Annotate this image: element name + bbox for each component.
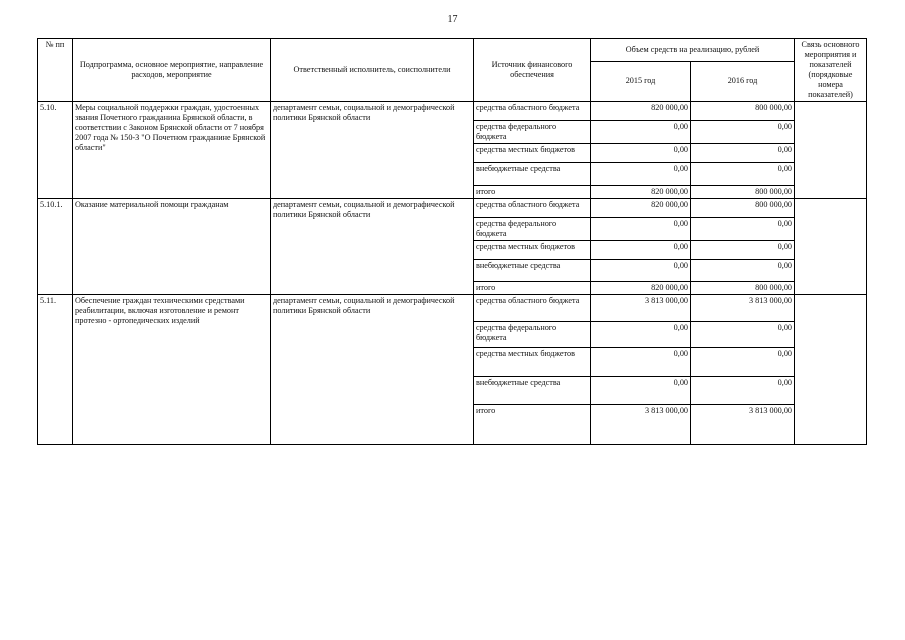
value-2015: 0,00 [591, 377, 691, 405]
table-row [38, 199, 867, 218]
value-2016: 3 813 000,00 [691, 295, 795, 322]
budget-table [37, 38, 867, 445]
value-2016: 800 000,00 [691, 102, 795, 121]
source-cell: средства местных бюджетов [474, 144, 591, 163]
header-link: Связь основного мероприятия и показателей (порядковые номера показателей) [795, 39, 867, 102]
row-code: 5.10. [38, 102, 73, 199]
value-2015: 0,00 [591, 163, 691, 186]
value-2015: 0,00 [591, 322, 691, 348]
row-code: 5.11. [38, 295, 73, 445]
source-cell-total: итого [474, 282, 591, 295]
source-cell: средства федерального бюджета [474, 322, 591, 348]
value-2015: 0,00 [591, 241, 691, 260]
value-2016: 0,00 [691, 163, 795, 186]
header-num: № пп [38, 39, 73, 102]
row-executor: департамент семьи, социальной и демографической политики Брянской области [271, 102, 474, 199]
page-number: 17 [447, 14, 458, 25]
table-row [38, 295, 867, 322]
header-volume: Объем средств на реализацию, рублей [591, 39, 795, 62]
row-executor: департамент семьи, социальной и демографической политики Брянской области [271, 199, 474, 295]
value-2015: 820 000,00 [591, 199, 691, 218]
source-cell-total: итого [474, 186, 591, 199]
header-program: Подпрограмма, основное мероприятие, направление расходов, мероприятие [73, 39, 271, 102]
source-cell: внебюджетные средства [474, 377, 591, 405]
value-2016: 0,00 [691, 322, 795, 348]
source-cell: внебюджетные средства [474, 260, 591, 282]
row-executor: департамент семьи, социальной и демографической политики Брянской области [271, 295, 474, 445]
value-2016: 0,00 [691, 144, 795, 163]
source-cell: средства областного бюджета [474, 199, 591, 218]
value-2016-total: 800 000,00 [691, 282, 795, 295]
value-2016: 800 000,00 [691, 199, 795, 218]
value-2016: 0,00 [691, 218, 795, 241]
value-2015-total: 820 000,00 [591, 186, 691, 199]
header-year-2015: 2015 год [591, 61, 691, 102]
value-2015: 3 813 000,00 [591, 295, 691, 322]
link-cell [795, 102, 867, 199]
value-2016: 0,00 [691, 377, 795, 405]
value-2015-total: 820 000,00 [591, 282, 691, 295]
source-cell: средства местных бюджетов [474, 348, 591, 377]
source-cell-total: итого [474, 405, 591, 445]
value-2015: 0,00 [591, 348, 691, 377]
source-cell: средства федерального бюджета [474, 121, 591, 144]
value-2015: 0,00 [591, 121, 691, 144]
value-2015: 820 000,00 [591, 102, 691, 121]
table-row [38, 102, 867, 121]
value-2016: 0,00 [691, 121, 795, 144]
value-2016-total: 800 000,00 [691, 186, 795, 199]
value-2015: 0,00 [591, 218, 691, 241]
row-program: Оказание материальной помощи гражданам [73, 199, 271, 295]
value-2015: 0,00 [591, 260, 691, 282]
header-year-2016: 2016 год [691, 61, 795, 102]
value-2016: 0,00 [691, 241, 795, 260]
link-cell [795, 295, 867, 445]
value-2015-total: 3 813 000,00 [591, 405, 691, 445]
value-2015: 0,00 [591, 144, 691, 163]
value-2016-total: 3 813 000,00 [691, 405, 795, 445]
source-cell: средства областного бюджета [474, 102, 591, 121]
row-program: Обеспечение граждан техническими средствами реабилитации, включая изготовление и ремонт протезно - ортопедических изделий [73, 295, 271, 445]
source-cell: средства федерального бюджета [474, 218, 591, 241]
row-code: 5.10.1. [38, 199, 73, 295]
link-cell [795, 199, 867, 295]
source-cell: внебюджетные средства [474, 163, 591, 186]
source-cell: средства областного бюджета [474, 295, 591, 322]
header-executor: Ответственный исполнитель, соисполнители [271, 39, 474, 102]
header-source: Источник финансового обеспечения [474, 39, 591, 102]
source-cell: средства местных бюджетов [474, 241, 591, 260]
value-2016: 0,00 [691, 348, 795, 377]
row-program: Меры социальной поддержки граждан, удостоенных звания Почетного гражданина Брянской области, в соответствии с Законом Брянской области от 7 ноября 2007 года № 150-З "О Почетном гражданине Брянской области" [73, 102, 271, 199]
value-2016: 0,00 [691, 260, 795, 282]
